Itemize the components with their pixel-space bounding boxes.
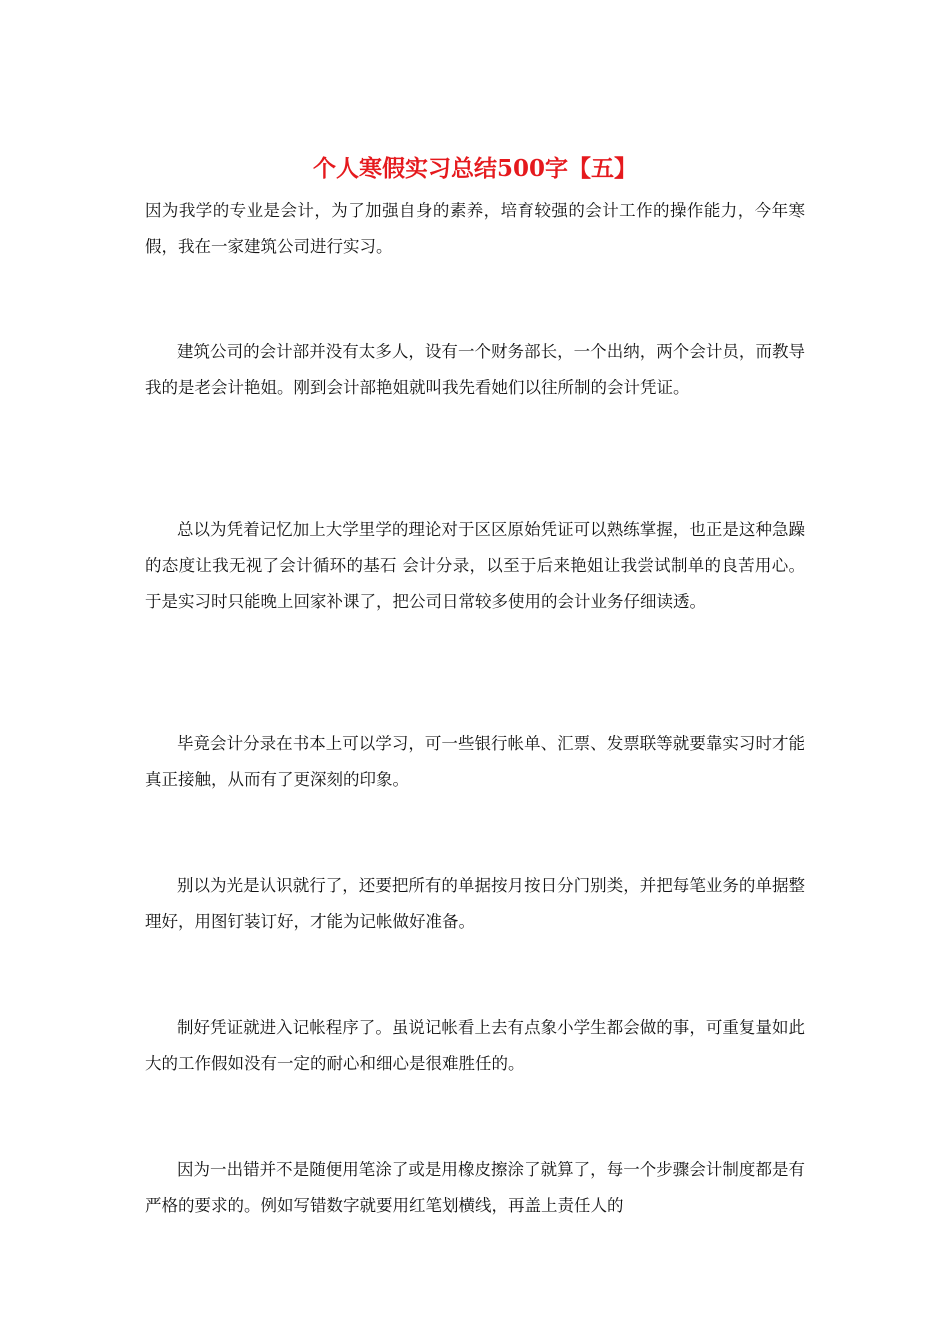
paragraph-3: 总以为凭着记忆加上大学里学的理论对于区区原始凭证可以熟练掌握，也正是这种急躁的态度让我无视了会计循环的基石 会计分录，以至于后来艳姐让我尝试制单的良苦用心。于是实习时只能晚上回家补课了，把公司日常较多使用的会计业务仔细读透。 [145, 520, 805, 611]
paragraph-2: 建筑公司的会计部并没有太多人，设有一个财务部长，一个出纳，两个会计员，而教导我的是老会计艳姐。刚到会计部艳姐就叫我先看她们以往所制的会计凭证。 [145, 342, 805, 397]
document-title: 个人寒假实习总结500字【五】 [312, 155, 637, 182]
paragraph-6: 制好凭证就进入记帐程序了。虽说记帐看上去有点象小学生都会做的事，可重复量如此大的工作假如没有一定的耐心和细心是很难胜任的。 [145, 1018, 805, 1073]
paragraph-5: 别以为光是认识就行了，还要把所有的单据按月按日分门别类，并把每笔业务的单据整理好，用图钉装订好，才能为记帐做好准备。 [145, 876, 805, 931]
paragraph-4: 毕竟会计分录在书本上可以学习，可一些银行帐单、汇票、发票联等就要靠实习时才能真正接触，从而有了更深刻的印象。 [145, 734, 805, 789]
paragraph-7: 因为一出错并不是随便用笔涂了或是用橡皮擦涂了就算了，每一个步骤会计制度都是有严格的要求的。例如写错数字就要用红笔划横线，再盖上责任人的 [145, 1160, 805, 1215]
paragraph-1: 因为我学的专业是会计，为了加强自身的素养，培育较强的会计工作的操作能力，今年寒假，我在一家建筑公司进行实习。 [145, 201, 805, 256]
